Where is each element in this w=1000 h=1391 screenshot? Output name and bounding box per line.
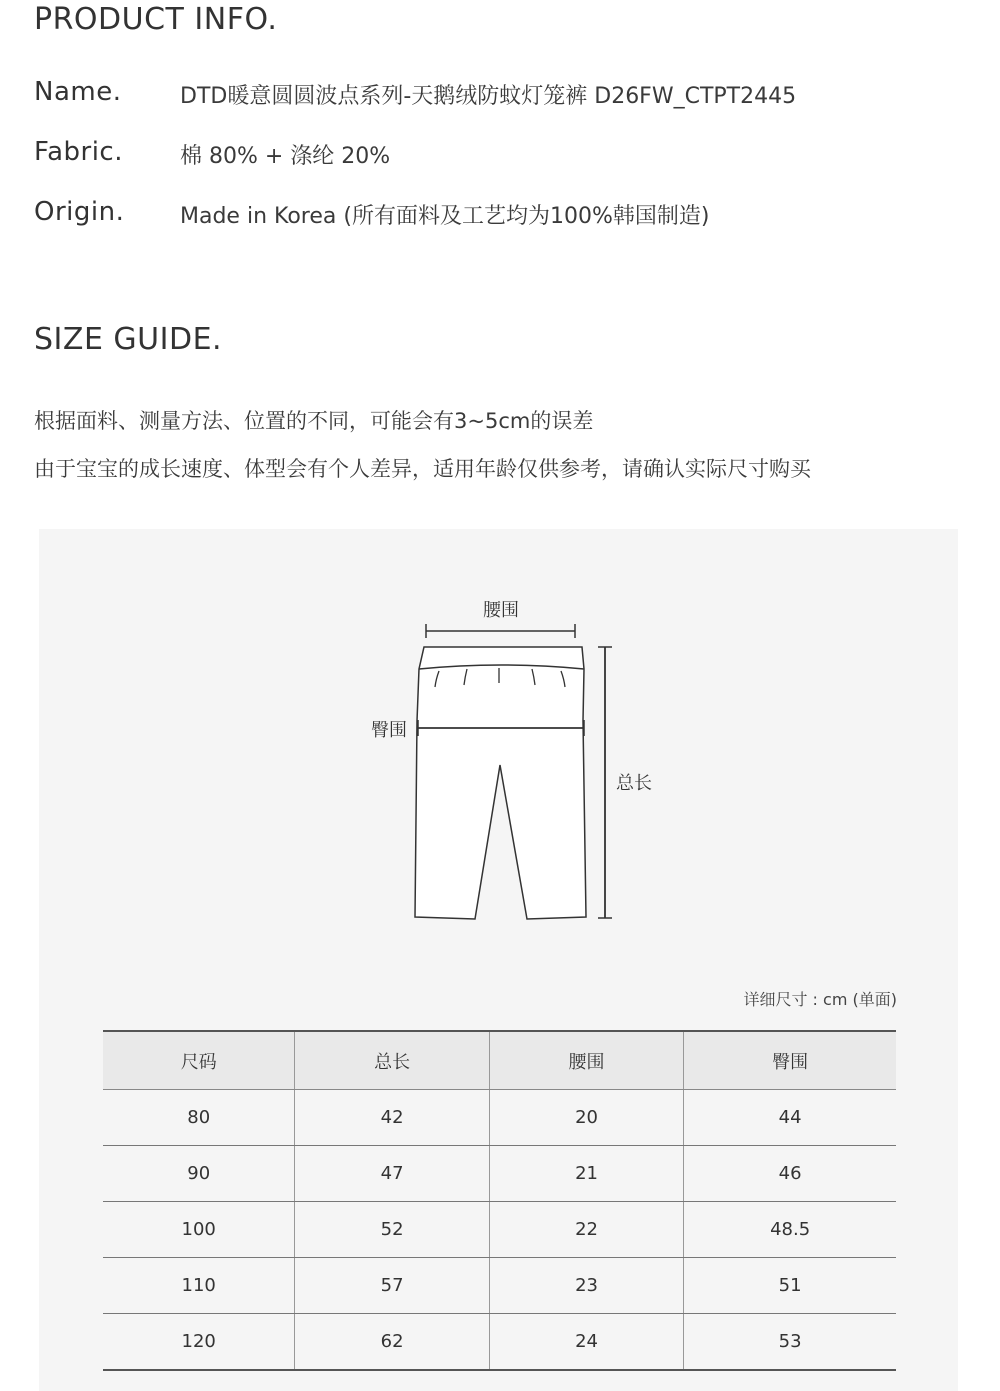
- header-length: 总长: [295, 1031, 489, 1090]
- cell-length: 42: [295, 1090, 489, 1146]
- name-label: Name.: [34, 77, 122, 107]
- cell-size: 80: [103, 1090, 295, 1146]
- cell-length: 52: [295, 1202, 489, 1258]
- size-guide-title: SIZE GUIDE.: [34, 322, 223, 357]
- origin-value: Made in Korea (所有面料及工艺均为100%韩国制造): [180, 204, 710, 229]
- header-waist: 腰围: [489, 1031, 683, 1090]
- cell-hip: 44: [684, 1090, 896, 1146]
- cell-length: 47: [295, 1146, 489, 1202]
- cell-size: 120: [103, 1314, 295, 1371]
- hip-label: 臀围: [371, 720, 407, 741]
- cell-length: 62: [295, 1314, 489, 1371]
- age-note: 由于宝宝的成长速度、体型会有个人差异，适用年龄仅供参考，请确认实际尺寸购买: [34, 457, 811, 481]
- length-label: 总长: [616, 773, 652, 794]
- cell-hip: 51: [684, 1258, 896, 1314]
- cell-hip: 46: [684, 1146, 896, 1202]
- table-header-row: [103, 1031, 896, 1090]
- pants-outline: [415, 647, 586, 919]
- table-row: [103, 1314, 896, 1371]
- origin-label: Origin.: [34, 197, 125, 227]
- header-size: 尺码: [103, 1031, 295, 1090]
- name-value: DTD暖意圆圆波点系列-天鹅绒防蚊灯笼裤 D26FW_CTPT2445: [180, 84, 797, 109]
- cell-waist: 20: [489, 1090, 683, 1146]
- product-info-title: PRODUCT INFO.: [34, 2, 278, 37]
- table-row: [103, 1202, 896, 1258]
- cell-size: 100: [103, 1202, 295, 1258]
- cell-waist: 22: [489, 1202, 683, 1258]
- cell-waist: 24: [489, 1314, 683, 1371]
- cell-hip: 53: [684, 1314, 896, 1371]
- cell-waist: 23: [489, 1258, 683, 1314]
- unit-note: 详细尺寸 : cm (单面): [743, 990, 897, 1009]
- cell-waist: 21: [489, 1146, 683, 1202]
- waist-label: 腰围: [483, 600, 519, 621]
- table-row: [103, 1090, 896, 1146]
- size-panel: [39, 529, 958, 1391]
- cell-size: 110: [103, 1258, 295, 1314]
- cell-size: 90: [103, 1146, 295, 1202]
- cell-length: 57: [295, 1258, 489, 1314]
- pants-diagram: [39, 529, 958, 949]
- fabric-label: Fabric.: [34, 137, 123, 167]
- cell-hip: 48.5: [684, 1202, 896, 1258]
- size-table: [103, 1030, 896, 1371]
- fabric-value: 棉 80% + 涤纶 20%: [180, 144, 391, 169]
- header-hip: 臀围: [684, 1031, 896, 1090]
- measurement-note: 根据面料、测量方法、位置的不同，可能会有3~5cm的误差: [34, 409, 594, 433]
- table-row: [103, 1146, 896, 1202]
- table-row: [103, 1258, 896, 1314]
